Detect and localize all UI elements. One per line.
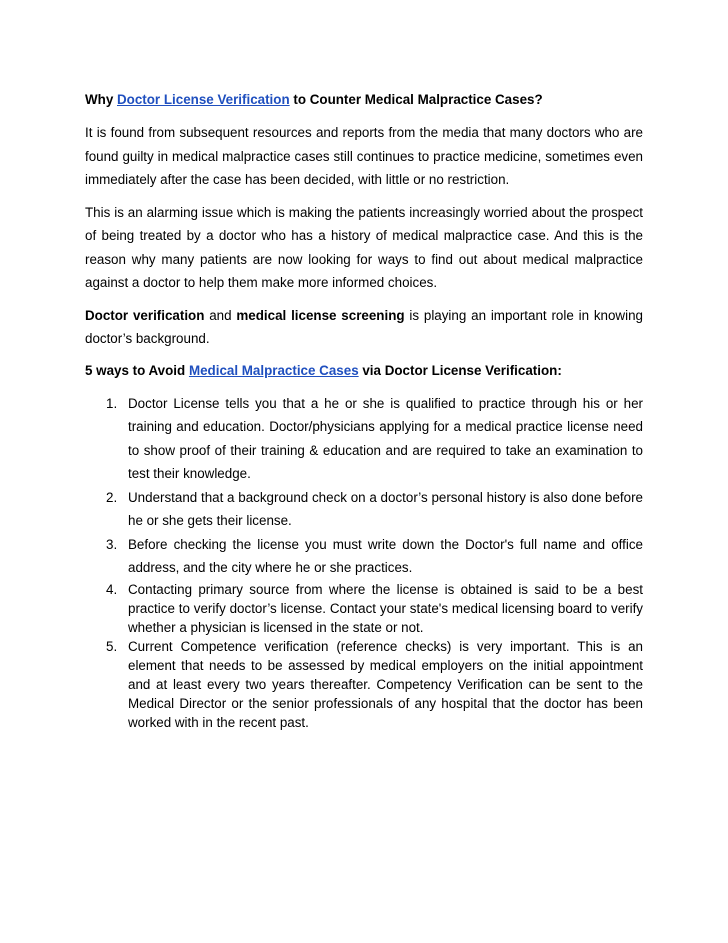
list-item [85, 533, 643, 580]
list-item-text: Doctor License tells you that a he or she is qualified to practice through his or her training and education. Doctor/physicians applying for a medical practice license need to show proof of their training & education and are required to take an examination to test their knowledge. [128, 395, 643, 481]
paragraph-verification-role [85, 304, 643, 351]
list-heading [85, 360, 643, 382]
license-screening-term: medical license screening [236, 307, 405, 323]
list-item-text: Understand that a background check on a doctor’s personal history is also done before he or she gets their license. [128, 489, 643, 528]
list-item-number: 5. [106, 638, 118, 654]
list-heading-suffix: via Doctor License Verification: [358, 362, 562, 378]
list-item [85, 392, 643, 486]
list-item-number: 1. [106, 395, 118, 411]
list-item [85, 486, 643, 533]
ways-list [85, 392, 643, 732]
paragraph3-rest: is playing an important role in knowing doctor’s background. [85, 307, 643, 346]
paragraph-intro: It is found from subsequent resources and reports from the media that many doctors who are found guilty in medical malpractice cases still continues to practice medicine, sometimes even immediately after the case has been decided, with little or no restriction. [85, 125, 643, 187]
medical-malpractice-cases-link[interactable]: Medical Malpractice Cases [188, 362, 359, 378]
document-page [85, 89, 643, 732]
paragraph3-mid: and [204, 307, 237, 323]
list-item-text: Contacting primary source from where the license is obtained is said to be a best practice to verify doctor’s license. Contact your state's medical licensing board to verify whether a physician is licensed in the state or not. [128, 581, 643, 635]
list-item [85, 637, 643, 732]
list-item-number: 3. [106, 536, 118, 552]
doctor-license-verification-link[interactable]: Doctor License Verification [117, 92, 290, 107]
document-title [85, 89, 643, 111]
list-item-text: Current Competence verification (reference checks) is very important. This is an element that needs to be assessed by medical employers on the initial appointment and at least every two years thereafter. Competency Verification can be sent to the Medical Director or the senior professionals of any hospital that the doctor has been worked with in the recent past. [128, 638, 643, 730]
list-item-text: Before checking the license you must write down the Doctor's full name and office address, and the city where he or she practices. [128, 536, 643, 575]
doctor-verification-term: Doctor verification [85, 307, 205, 323]
list-item [85, 580, 643, 637]
list-item-number: 4. [106, 581, 118, 597]
list-item-number: 2. [106, 489, 118, 505]
title-suffix: to Counter Medical Malpractice Cases? [289, 92, 543, 107]
paragraph-alarming-issue: This is an alarming issue which is making the patients increasingly worried about the prospect of being treated by a doctor who has a history of medical malpractice case. And this is the reason why many patients are now looking for ways to find out about medical malpractice against a doctor to help them make more informed choices. [85, 204, 643, 290]
title-prefix: Why [85, 92, 117, 107]
list-heading-prefix: 5 ways to Avoid [85, 362, 189, 378]
